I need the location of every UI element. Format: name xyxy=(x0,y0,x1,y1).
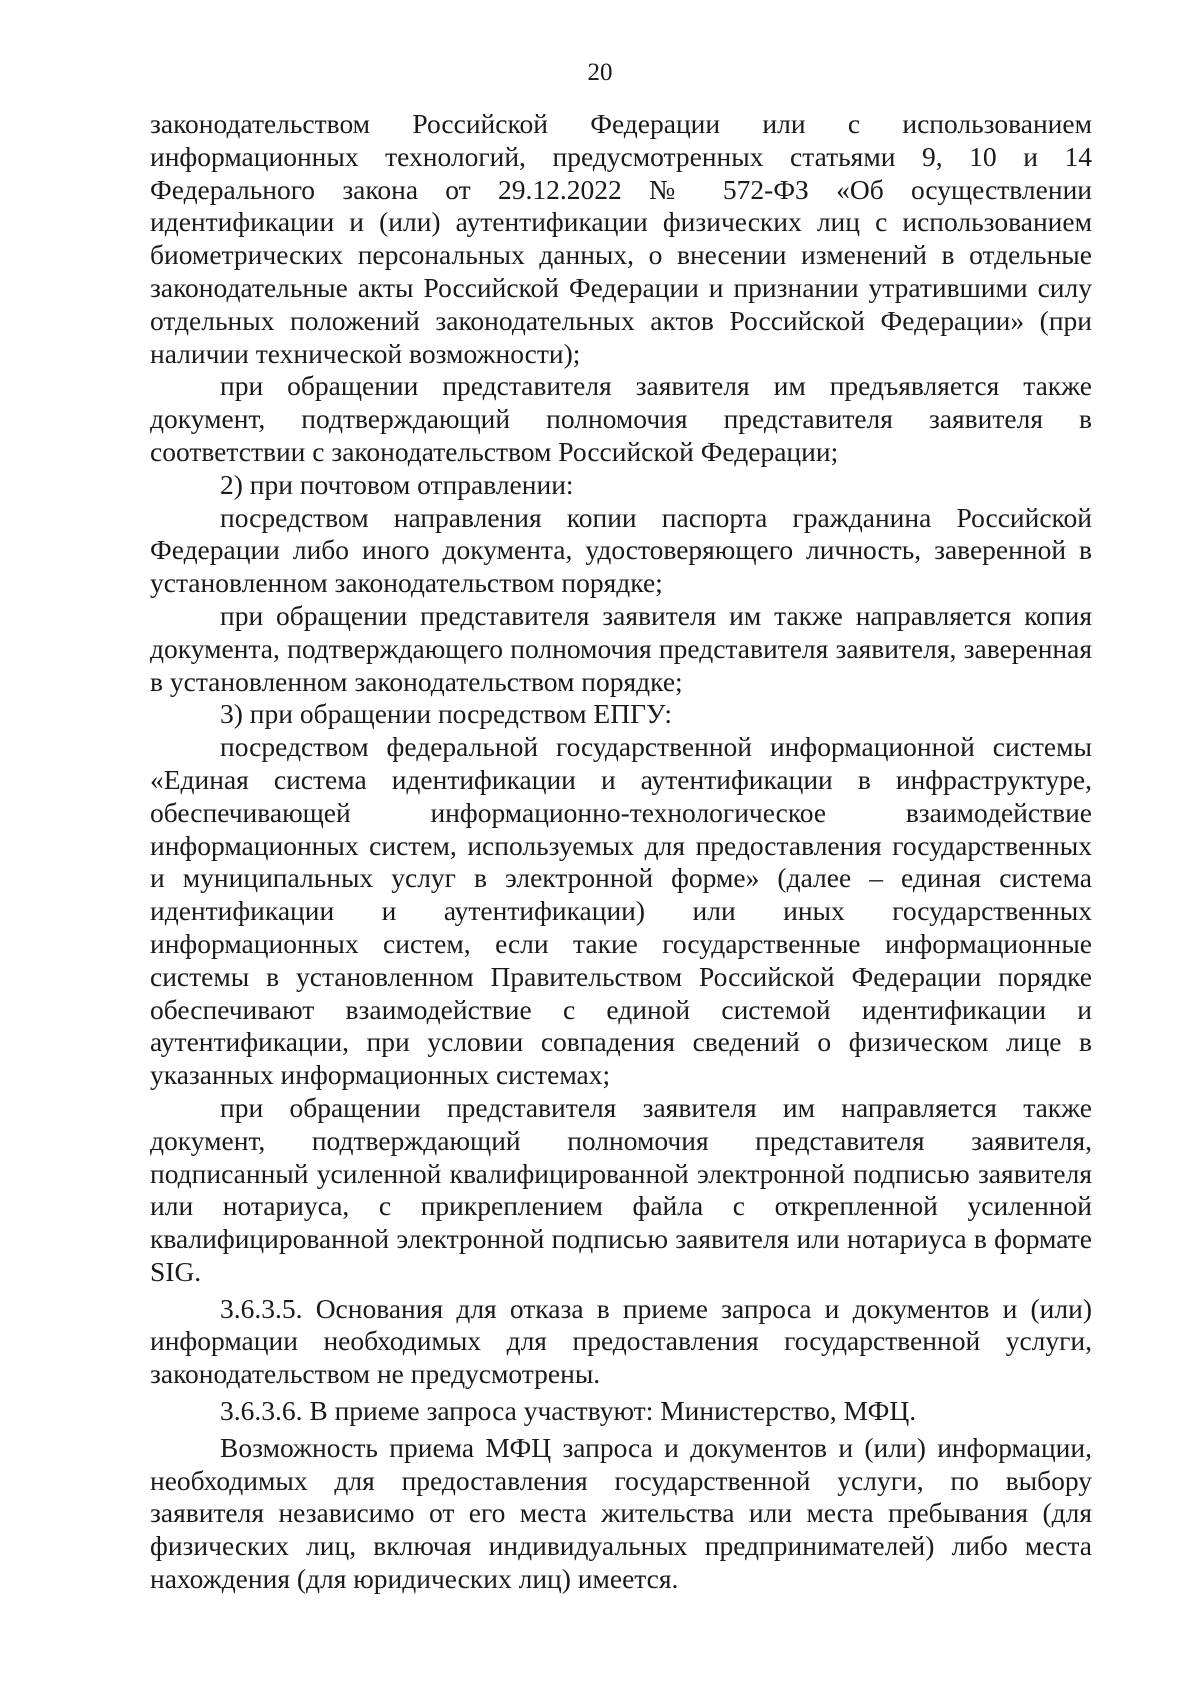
paragraph-identity-methods: законодательством Российской Федерации или с использованием информационных технологий, предусмотренных статьями 9, 10 и 14 Федерального закона от 29.12.2022 № 572-ФЗ «Об осуществлении идентификации и (или) аутентификации физических лиц с использованием биометрических персональных данных, о внесении изменений в отдельные законодательные акты Российской Федерации и признании утратившими силу отдельных положений законодательных актов Российской Федерации» (при наличии технической возможности); xyxy=(150,108,1092,369)
paragraph-representative-presents: при обращении представителя заявителя им предъявляется также документ, подтверждающий полномочия представителя заявителя в соответствии с законодательством Российской Федерации; xyxy=(150,370,1092,467)
paragraph-epgu-esia: посредством федеральной государственной информационной системы «Единая система идентификации и аутентификации в инфраструктуре, обеспечивающей информационно-технологическое взаимодействие информационных систем, используемых для предоставления государственных и муниципальных услуг в электронной форме» (далее – единая система идентификации и аутентификации) или иных государственных информационных систем, если такие государственные информационные системы в установленном Правительством Российской Федерации порядке обеспечивают взаимодействие с единой системой идентификации и аутентификации, при условии совпадения сведений о физическом лице в указанных информационных системах; xyxy=(150,731,1092,1091)
paragraph-mfc-possibility: Возможность приема МФЦ запроса и документов и (или) информации, необходимых для предоставления государственной услуги, по выбору заявителя независимо от его места жительства или места пребывания (для физических лиц, включая индивидуальных предпринимателей) либо места нахождения (для юридических лиц) имеется. xyxy=(150,1431,1092,1595)
paragraph-epgu-heading: 3) при обращении посредством ЕПГУ: xyxy=(220,698,673,730)
paragraph-postal-heading: 2) при почтовом отправлении: xyxy=(220,468,574,500)
paragraph-epgu-representative: при обращении представителя заявителя им направляется также документ, подтверждающий полномочия представителя заявителя, подписанный усиленной квалифицированной электронной подписью заявителя или нотариуса, с прикреплением файла с открепленной усиленной квалифицированной электронной подписью заявителя или нотариуса в формате SIG. xyxy=(150,1091,1092,1287)
paragraph-postal-passport: посредством направления копии паспорта гражданина Российской Федерации либо иного документа, удостоверяющего личность, заверенной в установленном законодательством порядке; xyxy=(150,501,1092,599)
paragraph-3-6-3-6: 3.6.3.6. В приеме запроса участвуют: Министерство, МФЦ. xyxy=(220,1395,917,1427)
paragraph-postal-representative: при обращении представителя заявителя им также направляется копия документа, подтверждающего полномочия представителя заявителя, заверенная в установленном законодательством порядке; xyxy=(150,599,1092,697)
page-number: 20 xyxy=(587,59,613,86)
paragraph-3-6-3-5: 3.6.3.5. Основания для отказа в приеме запроса и документов и (или) информации необходимых для предоставления государственной услуги, законодательством не предусмотрены. xyxy=(150,1292,1092,1390)
document-body xyxy=(150,108,1092,1596)
